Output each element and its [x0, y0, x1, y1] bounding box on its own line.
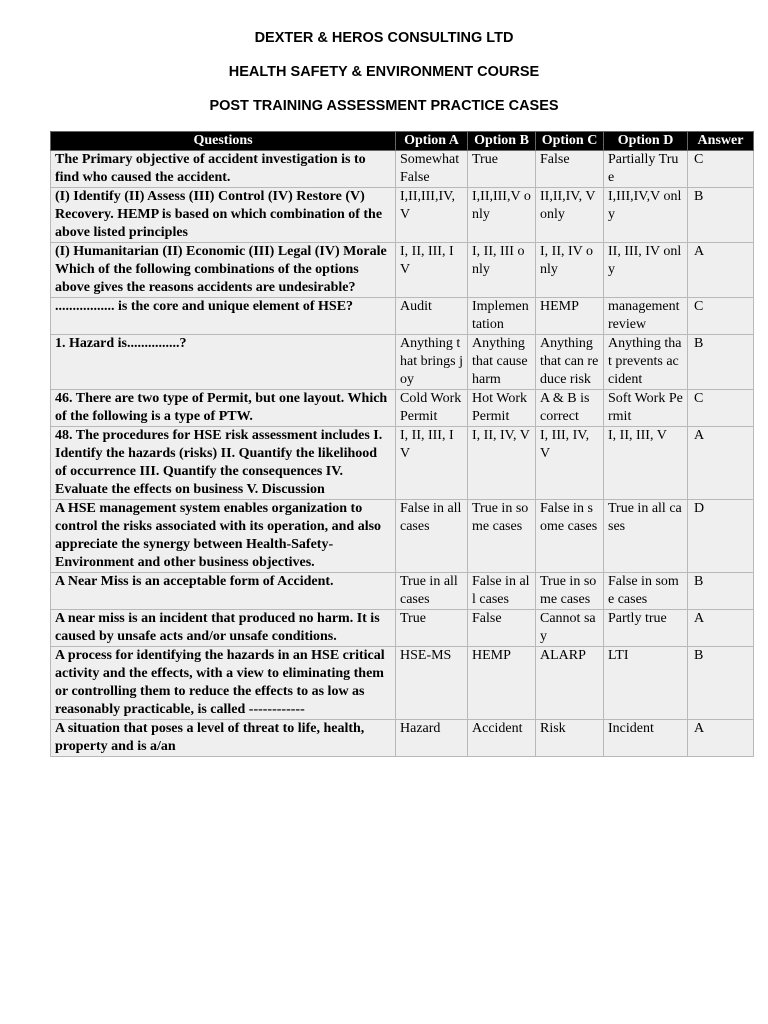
answer-cell: D [688, 500, 754, 573]
table-row [51, 573, 754, 610]
option-d-cell: I,III,IV,V only [604, 188, 688, 243]
table-body [51, 151, 754, 757]
question-cell: A HSE management system enables organization to control the risks associated with its operation, and also appreciate the synergy between Health-Safety-Environment and other business objectives. [51, 500, 396, 573]
option-c-cell: I, II, IV only [536, 243, 604, 298]
option-b-cell: I, II, IV, V [468, 427, 536, 500]
option-b-cell: True [468, 151, 536, 188]
option-a-cell: I,II,III,IV,V [396, 188, 468, 243]
option-a-cell: HSE-MS [396, 647, 468, 720]
option-c-cell: ALARP [536, 647, 604, 720]
option-b-cell: Implementation [468, 298, 536, 335]
option-c-cell: A & B is correct [536, 390, 604, 427]
option-d-cell: Partly true [604, 610, 688, 647]
page-subtitle: POST TRAINING ASSESSMENT PRACTICE CASES [209, 98, 559, 114]
option-c-cell: False [536, 151, 604, 188]
option-a-cell: Somewhat False [396, 151, 468, 188]
table-row [51, 720, 754, 757]
answer-cell: A [688, 610, 754, 647]
option-c-cell: Cannot say [536, 610, 604, 647]
question-cell: A process for identifying the hazards in an HSE critical activity and the effects, with a view to eliminating them or controlling them to reduce the effects to as low as reasonably practicable, is called ------------ [51, 647, 396, 720]
question-cell: (I) Identify (II) Assess (III) Control (IV) Restore (V) Recovery. HEMP is based on which combination of the above listed principles [51, 188, 396, 243]
option-a-cell: False in all cases [396, 500, 468, 573]
option-b-cell: True in some cases [468, 500, 536, 573]
column-header: Questions [51, 132, 396, 151]
course-title: HEALTH SAFETY & ENVIRONMENT COURSE [228, 64, 540, 80]
column-header: Option C [536, 132, 604, 151]
option-a-cell: Hazard [396, 720, 468, 757]
option-d-cell: management review [604, 298, 688, 335]
option-d-cell: II, III, IV only [604, 243, 688, 298]
option-c-cell: HEMP [536, 298, 604, 335]
option-a-cell: I, II, III, IV [396, 427, 468, 500]
answer-cell: A [688, 243, 754, 298]
option-d-cell: LTI [604, 647, 688, 720]
column-header: Option D [604, 132, 688, 151]
answer-cell: C [688, 151, 754, 188]
option-a-cell: Audit [396, 298, 468, 335]
option-b-cell: False in all cases [468, 573, 536, 610]
option-b-cell: HEMP [468, 647, 536, 720]
answer-cell: C [688, 390, 754, 427]
table-row [51, 188, 754, 243]
table-row [51, 500, 754, 573]
answer-cell: A [688, 427, 754, 500]
table-row [51, 610, 754, 647]
option-a-cell: True [396, 610, 468, 647]
answer-cell: B [688, 335, 754, 390]
option-d-cell: Anything that prevents accident [604, 335, 688, 390]
option-d-cell: False in some cases [604, 573, 688, 610]
option-b-cell: I,II,III,V only [468, 188, 536, 243]
answer-cell: C [688, 298, 754, 335]
option-b-cell: Hot Work Permit [468, 390, 536, 427]
company-name: DEXTER & HEROS CONSULTING LTD [254, 30, 514, 46]
table-header-row [51, 132, 754, 151]
option-b-cell: I, II, III only [468, 243, 536, 298]
table-row [51, 298, 754, 335]
option-b-cell: Anything that cause harm [468, 335, 536, 390]
table-row [51, 335, 754, 390]
question-cell: The Primary objective of accident investigation is to find who caused the accident. [51, 151, 396, 188]
table-row [51, 151, 754, 188]
option-c-cell: I, III, IV, V [536, 427, 604, 500]
table-row [51, 647, 754, 720]
question-cell: A Near Miss is an acceptable form of Accident. [51, 573, 396, 610]
answer-cell: B [688, 573, 754, 610]
question-cell: 48. The procedures for HSE risk assessment includes I. Identify the hazards (risks) II. Quantify the likelihood of occurrence III. Quantify the consequences IV. Evaluate the effects on business V. Discussion [51, 427, 396, 500]
answer-cell: B [688, 647, 754, 720]
option-b-cell: False [468, 610, 536, 647]
column-header: Option B [468, 132, 536, 151]
option-d-cell: Soft Work Permit [604, 390, 688, 427]
question-cell: ................. is the core and unique element of HSE? [51, 298, 396, 335]
answer-cell: A [688, 720, 754, 757]
option-c-cell: False in some cases [536, 500, 604, 573]
table-row [51, 243, 754, 298]
question-cell: (I) Humanitarian (II) Economic (III) Legal (IV) Morale Which of the following combinations of the options above gives the reasons accidents are undesirable? [51, 243, 396, 298]
question-cell: A near miss is an incident that produced no harm. It is caused by unsafe acts and/or unsafe conditions. [51, 610, 396, 647]
question-cell: 46. There are two type of Permit, but one layout. Which of the following is a type of PTW. [51, 390, 396, 427]
option-d-cell: True in all cases [604, 500, 688, 573]
option-d-cell: Partially True [604, 151, 688, 188]
option-b-cell: Accident [468, 720, 536, 757]
column-header: Option A [396, 132, 468, 151]
option-d-cell: Incident [604, 720, 688, 757]
question-cell: A situation that poses a level of threat to life, health, property and is a/an [51, 720, 396, 757]
table-row [51, 390, 754, 427]
table-row [51, 427, 754, 500]
option-d-cell: I, II, III, V [604, 427, 688, 500]
option-a-cell: Cold Work Permit [396, 390, 468, 427]
option-a-cell: True in all cases [396, 573, 468, 610]
option-c-cell: II,II,IV, V only [536, 188, 604, 243]
answer-cell: B [688, 188, 754, 243]
column-header: Answer [688, 132, 754, 151]
option-c-cell: True in some cases [536, 573, 604, 610]
assessment-table [50, 131, 754, 757]
option-c-cell: Anything that can reduce risk [536, 335, 604, 390]
option-a-cell: Anything that brings joy [396, 335, 468, 390]
option-a-cell: I, II, III, IV [396, 243, 468, 298]
question-cell: 1. Hazard is...............? [51, 335, 396, 390]
option-c-cell: Risk [536, 720, 604, 757]
